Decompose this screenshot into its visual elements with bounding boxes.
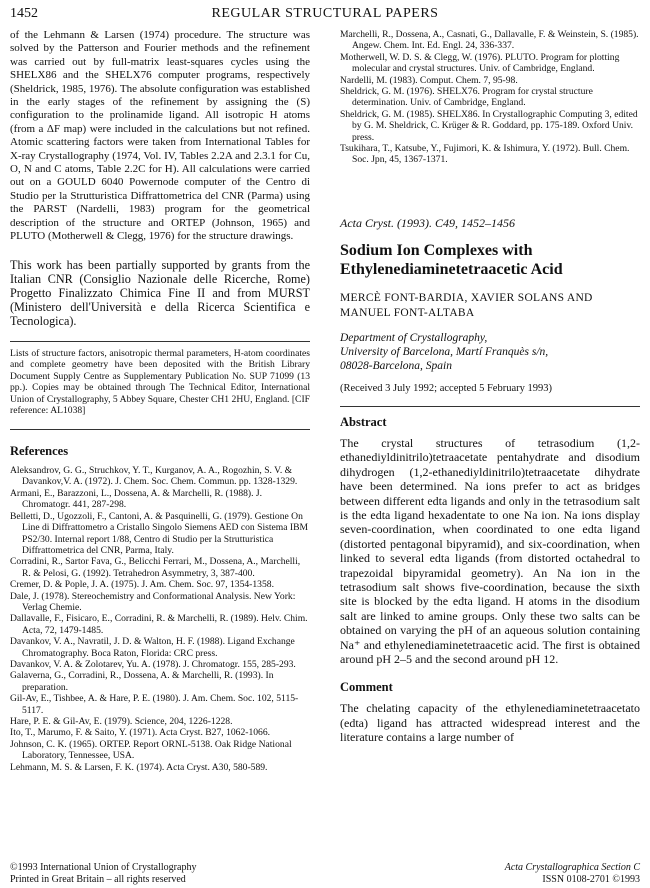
reference-entry: Davankov, V. A., Navratil, J. D. & Walton, H. F. (1988). Ligand Exchange Chromatography. Boca Raton, Florida: CRC press. [10,636,295,659]
divider [340,406,640,407]
reference-entry: Sheldrick, G. M. (1976). SHELX76. Program for crystal structure determination. Univ. of Cambridge, England. [340,86,593,109]
left-column [10,29,310,773]
right-column [340,29,640,745]
reference-entry: Nardelli, M. (1983). Comput. Chem. 7, 95-98. [340,74,518,86]
footer-journal [340,862,640,886]
divider [10,341,310,342]
reference-entry: Dallavalle, F., Fisicaro, E., Corradini, R. & Marchelli, R. (1989). Helv. Chim. Acta, 72, 1479-1485. [10,613,308,636]
reference-entry: Aleksandrov, G. G., Struchkov, Y. T., Kurganov, A. A., Rogozhin, S. V. & Davankov,V. A. (1972). J. Chem. Soc. Chem. Commun. pp. 1328-1329. [10,465,298,488]
reference-entry: Marchelli, R., Dossena, A., Casnati, G., Dallavalle, F. & Weinstein, S. (1985). Angew. Chem. Int. Ed. Engl. 24, 336-337. [340,29,639,52]
reference-entry: Sheldrick, G. M. (1985). SHELX86. In Crystallographic Computing 3, edited by G. M. Sheldrick, C. Krüger & R. Goddard, pp. 175-189. Oxford Univ. press. [340,108,638,143]
reference-entry: Armani, E., Barazzoni, L., Dossena, A. & Marchelli, R. (1988). J. Chromatogr. 441, 287-298. [10,487,263,511]
article-citation: Acta Cryst. (1993). C49, 1452–1456 [340,215,515,230]
reference-entry: Dale, J. (1978). Stereochemistry and Conformational Analysis. New York: Verlag Chemie. [10,590,296,613]
comment-text: The chelating capacity of the ethylenediaminetetraacetato (edta) ligand has attracted widespread interest and the literature contains a large number of [340,701,640,745]
reference-entry: Ito, T., Marumo, F. & Saito, Y. (1971). Acta Cryst. B27, 1062-1066. [10,727,271,739]
affiliation-line: University of Barcelona, Martí Franquès s/n, [340,345,549,358]
footer-line: Acta Crystallographica Section C [504,862,640,873]
divider [10,429,310,430]
authors [340,291,640,321]
reference-entry: Corradini, R., Sartor Fava, G., Belicchi Ferrari, M., Dossena, A., Marchelli, R. & Pelosi, G. (1992). Tetrahedron Asymmetry, 3, 387-400. [10,556,301,579]
comment-heading: Comment [340,680,393,695]
references-list-continued [340,29,640,166]
methods-paragraph: of the Lehmann & Larsen (1974) procedure. The structure was solved by the Patterson and Fourier methods and the refinement was carried out by full-matrix least-squares cycles using the SHELX86 and the SHELX76 computer programs, respectively (Sheldrick, 1985, 1976). The absolute configuration was established in the early stages of the refinement by assigning the (S) configuration to the prolinamide ligand. All isotropic H atoms (from a ΔF map) were included in the calculations but not refined. Atomic scattering factors were taken from International Tables for X-ray Crystallography (1974, Vol. IV, Tables 2.2A and 2.3.1 for Cu, O, N and C atoms, Table 2.2C for H). All calculations were carried out on a GOULD 6040 Powernode computer of the Centro di Studio per la Strutturistica Diffrattometrica del CNR (Parma) using the PARST (Nardelli, 1983) program for the geometrical description of the structure and ORTEP (Johnson, 1965) and PLUTO (Motherwell & Clegg, 1976) for the structure drawings. [10,29,310,243]
references-list [10,465,310,773]
affiliation-line: Department of Crystallography, [340,331,488,344]
reference-entry: Gil-Av, E., Tishbee, A. & Hare, P. E. (1980). J. Am. Chem. Soc. 102, 5115-5117. [10,693,299,716]
reference-entry: Cremer, D. & Pople, J. A. (1975). J. Am. Chem. Soc. 97, 1354-1358. [10,579,274,591]
received-dates: (Received 3 July 1992; accepted 5 February 1993) [340,382,552,394]
deposition-note: Lists of structure factors, anisotropic thermal parameters, H-atom coordinates and complete geometry have been deposited with the British Library Document Supply Centre as Supplementary Publication No. SUP 71099 (13 pp.). Copies may be obtained through The Technical Editor, International Union of Crystallography, 5 Abbey Square, Chester CH1 2HU, England. [CIF reference: AL1038] [10,347,310,417]
affiliation-line: 08028-Barcelona, Spain [340,359,453,372]
footer-line: Printed in Great Britain – all rights reserved [10,874,186,885]
authors-line: MANUEL FONT-ALTABA [340,306,475,319]
footer-line: ©1993 International Union of Crystallography [10,862,197,873]
reference-entry: Tsukihara, T., Katsube, Y., Fujimori, K. & Ishimura, Y. (1972). Bull. Chem. Soc. Jpn, 45, 1367-1371. [340,143,630,166]
reference-entry: Lehmann, M. S. & Larsen, F. K. (1974). Acta Cryst. A30, 580-589. [10,761,268,773]
acknowledgements-paragraph: This work has been partially supported by grants from the Italian CNR (Consiglio Nazionale delle Ricerche, Rome) Progetto Finalizzato Chimica Fine II and from MURST (Ministero dell'Università e della Ricerca Scientifica e Tecnologica). [10,257,310,329]
authors-line: MERCÈ FONT-BARDIA, XAVIER SOLANS AND [340,291,593,304]
reference-entry: Motherwell, W. D. S. & Clegg, W. (1976). PLUTO. Program for plotting molecular and crystal structures. Univ. of Cambridge, England. [340,51,620,75]
footer-line: ISSN 0108-2701 ©1993 [542,874,640,885]
abstract-heading: Abstract [340,414,387,429]
reference-entry: Galaverna, G., Corradini, R., Dossena, A. & Marchelli, R. (1993). In preparation. [10,670,274,693]
footer-copyright [10,862,196,886]
affiliation [340,331,640,373]
reference-entry: Hare, P. E. & Gil-Av, E. (1979). Science, 204, 1226-1228. [10,716,233,728]
references-heading: References [10,444,69,459]
reference-entry: Belletti, D., Ugozzoli, F., Cantoni, A. & Pasquinelli, G. (1979). Gestione On Line di Diffrattometro a Cristallo Singolo Siemens AED con Sistema IBM PS2/30. Internal report 1/88, Centro di Studio per la Strutturistica Diffrattometrica del CNR, Parma, Italy. [10,510,309,556]
reference-entry: Johnson, C. K. (1965). ORTEP. Report ORNL-5138. Oak Ridge National Laboratory, Tennessee, USA. [10,738,292,762]
article-title: Sodium Ion Complexes with Ethylenediaminetetraacetic Acid [340,241,563,278]
page-number: 1452 [10,6,38,21]
abstract-text: The crystal structures of tetrasodium (1,2-ethanediyldinitrilo)tetraacetate pentahydrate and disodium dihydrogen (1,2-ethanediyldinitrilo)tetraacetate dihydrate have been determined. Na ions prefer to act as bridges between different edta ligands and only in the tetrasodium salt is the edta ligand hexadentate to one Na ion. Na ions display seven-coordination, when coordinated to one edta ligand (distorted pentagonal bipyramid), and six-coordination, when linked to several edta ligands (from distorted octahedral to trapezoidal bipyramidal geometry). An Na ion in the tetrasodium salt shows five-coordination, because the sixth site is blocked by the edta ligand. H atoms in the disodium salt are linked to amine groups. Only these two salts can be obtained on varying the pH of an aqueous solution containing Na⁺ and ethylenediaminetetraacetic acid. The first is obtained around pH 2–5 and the second around pH 12. [340,435,640,666]
reference-entry: Davankov, V. A. & Zolotarev, Yu. A. (1978). J. Chromatogr. 155, 285-293. [10,658,296,670]
page-header [10,6,640,24]
journal-section-title: REGULAR STRUCTURAL PAPERS [211,6,439,21]
